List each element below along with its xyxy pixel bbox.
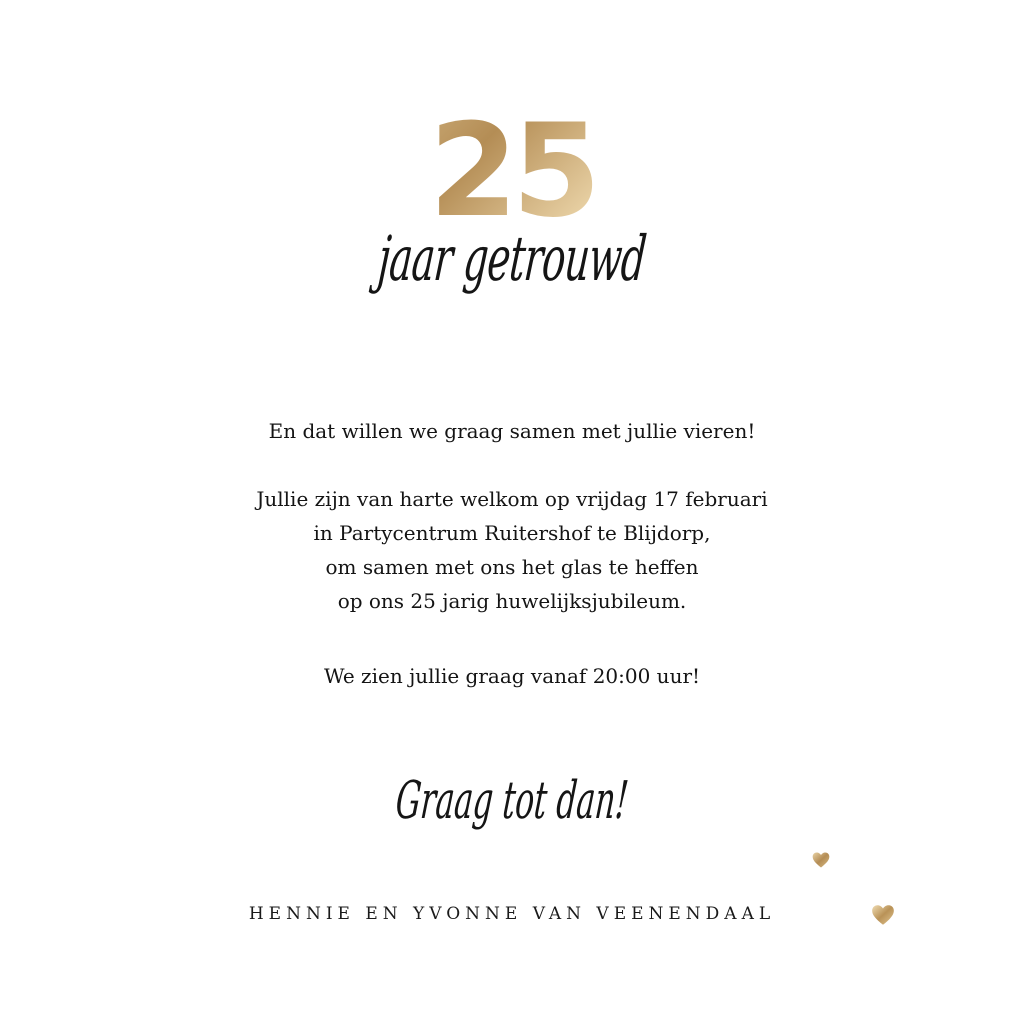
time-text (0, 659, 1024, 693)
closing-script: Graag tot dan! (393, 771, 631, 831)
anniversary-number: 25 (0, 108, 1024, 236)
invitation-line-1: Jullie zijn van harte welkom op vrijdag 17 februari (256, 487, 768, 511)
time-line: We zien jullie graag vanaf 20:00 uur! (323, 664, 701, 688)
intro-text (0, 414, 1024, 448)
script-title: jaar getrouwd (375, 222, 649, 295)
invitation-line-4: op ons 25 jarig huwelijksjubileum. (337, 589, 687, 613)
gold-heart-icon (811, 850, 831, 870)
invitation-line-3: om samen met ons het glas te heffen (325, 555, 699, 579)
invitation-line-2: in Partycentrum Ruitershof te Blijdorp, (313, 521, 711, 545)
invitation-text (0, 482, 1024, 618)
intro-line: En dat willen we graag samen met jullie vieren! (268, 419, 756, 443)
signature-names: HENNIE EN YVONNE VAN VEENENDAAL (248, 904, 776, 924)
